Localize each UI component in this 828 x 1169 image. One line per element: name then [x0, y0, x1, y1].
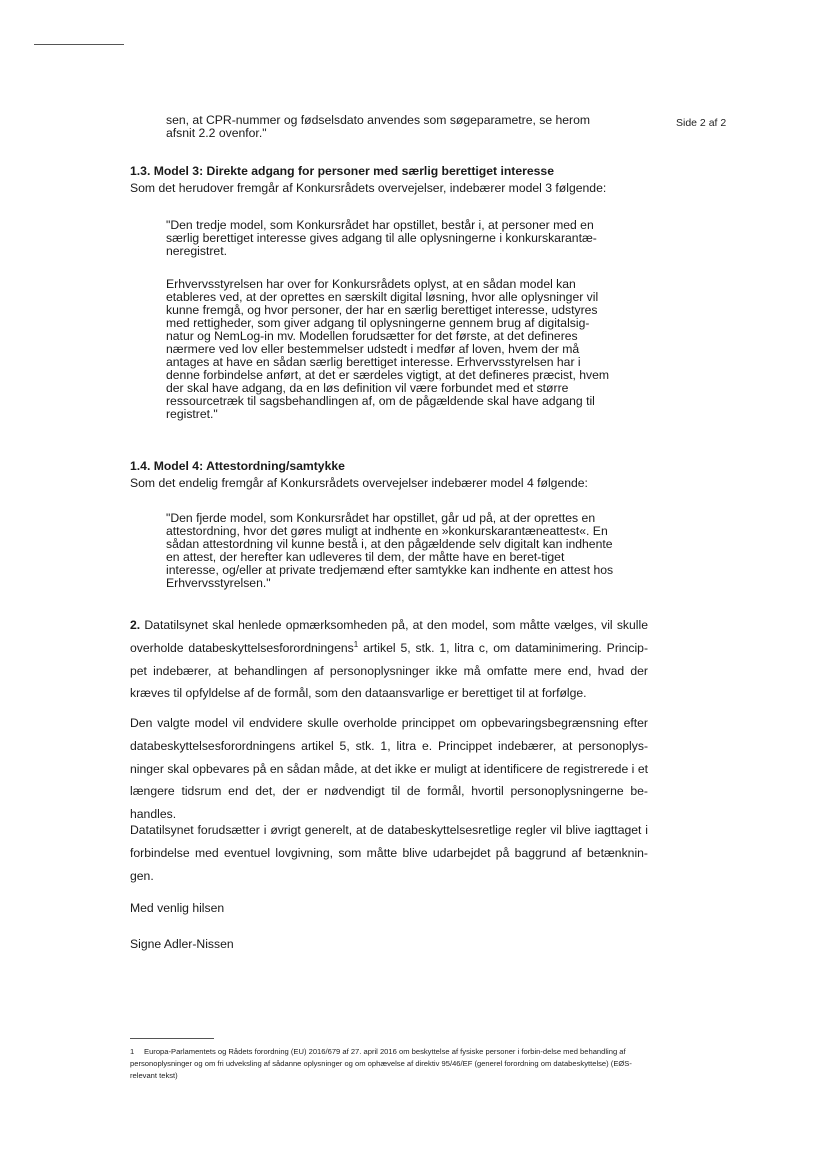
point-2-text-start: Datatilsynet skal henlede opmærksomheden på, at den model, som måtte vælges, vil skulle overholde databeskyttelsesforordningens: [130, 618, 648, 655]
page-number: Side 2 af 2: [676, 117, 727, 129]
section-1-3-heading: 1.3. Model 3: Direkte adgang for personer med særlig berettiget interesse: [130, 164, 554, 178]
footnote-rule: [130, 1038, 214, 1039]
point-2-text-end: artikel 5, stk. 1, litra c, om dataminimering. Princip-pet indebærer, at behandlingen af personoplysninger ikke må omfatte mere end, hvad der kræves til opfyldelse af de formål, som den dataansvarlige er berettiget til at forfølge.: [130, 640, 648, 701]
footnote-number: 1: [130, 1047, 135, 1056]
section-1-3-quote-2: Erhvervsstyrelsen har over for Konkursrådets oplyst, at en sådan model kan etableres ved, at der oprettes en særskilt digital løsning, hvor alle oplysninger vil kunne fremgå, og hvor personer, der har en særlig berettiget interesse, udstyres med rettigheder, som giver adgang til oplysningerne gennem brug af digitalsig-natur og NemLog-in mv. Modellen forudsætter for det første, at det defineres nærmere ved lov eller bestemmelser udstedt i medfør af loven, hvem der må antages at have en sådan særlig berettiget interesse. Erhvervsstyrelsen har i denne forbindelse anført, at det er særdeles vigtigt, at det defineres præcist, hvem der skal have adgang, da en løs definition vil være forbundet med et større ressourcetræk til sagsbehandlingen af, om de pågældende skal have adgang til registret.": [166, 277, 610, 421]
header-rule: [34, 44, 124, 45]
storage-paragraph: Den valgte model vil endvidere skulle overholde princippet om opbevaringsbegrænsning efter databeskyttelsesforordningens artikel 5, stk. 1, litra e. Princippet indebærer, at personoplys-ninger skal opbevares på en sådan måde, at det ikke er muligt at identificere de registrerede i et længere tidsrum end det, der er nødvendigt til de formål, hvortil personoplysningerne be-handles.: [130, 716, 648, 822]
closing-salutation: Med venlig hilsen: [130, 901, 225, 915]
assumption-paragraph: Datatilsynet forudsætter i øvrigt generelt, at de databeskyttelsesretlige regler vil blive iagttaget i forbindelse med eventuel lovgivning, som måtte blive udarbejdet på baggrund af betænknin-gen.: [130, 823, 648, 883]
point-2-number: 2.: [130, 618, 141, 632]
continued-quote: sen, at CPR-nummer og fødselsdato anvendes som søgeparametre, se herom afsnit 2.2 ovenfor.": [166, 113, 591, 140]
section-1-4-intro: Som det endelig fremgår af Konkursrådets overvejelser indebærer model 4 følgende:: [130, 476, 588, 490]
point-2-paragraph: [130, 614, 648, 705]
section-1-4-heading: 1.4. Model 4: Attestordning/samtykke: [130, 459, 345, 473]
footnote: [130, 1046, 650, 1082]
footnote-reference: 1: [353, 639, 359, 649]
section-1-3-quote-1: "Den tredje model, som Konkursrådet har opstillet, består i, at personer med en særlig berettiget interesse gives adgang til alle oplysningerne i konkurskarantæ-neregistret.: [166, 218, 597, 258]
section-1-3-intro: Som det herudover fremgår af Konkursrådets overvejelser, indebærer model 3 følgende:: [130, 181, 607, 195]
section-1-4-quote: "Den fjerde model, som Konkursrådet har opstillet, går ud på, at der oprettes en attestordning, hvor det gøres muligt at indhente en »konkurskarantæneattest«. En sådan attestordning vil kunne bestå i, at den pågældende selv digitalt kan indhente en attest, der herefter kan udleveres til dem, der måtte have en beret-tiget interesse, og/eller at private tredjemænd efter samtykke kan indhente en attest hos Erhvervsstyrelsen.": [166, 511, 614, 590]
footnote-text: Europa-Parlamentets og Rådets forordning (EU) 2016/679 af 27. april 2016 om beskyttelse af fysiske personer i forbin-delse med behandling af personoplysninger og om fri udveksling af sådanne oplysninger og om ophævelse af direktiv 95/46/EF (generel forordning om databeskyttelse) (EØS-relevant tekst): [130, 1047, 632, 1080]
signature-name: Signe Adler-Nissen: [130, 937, 234, 951]
